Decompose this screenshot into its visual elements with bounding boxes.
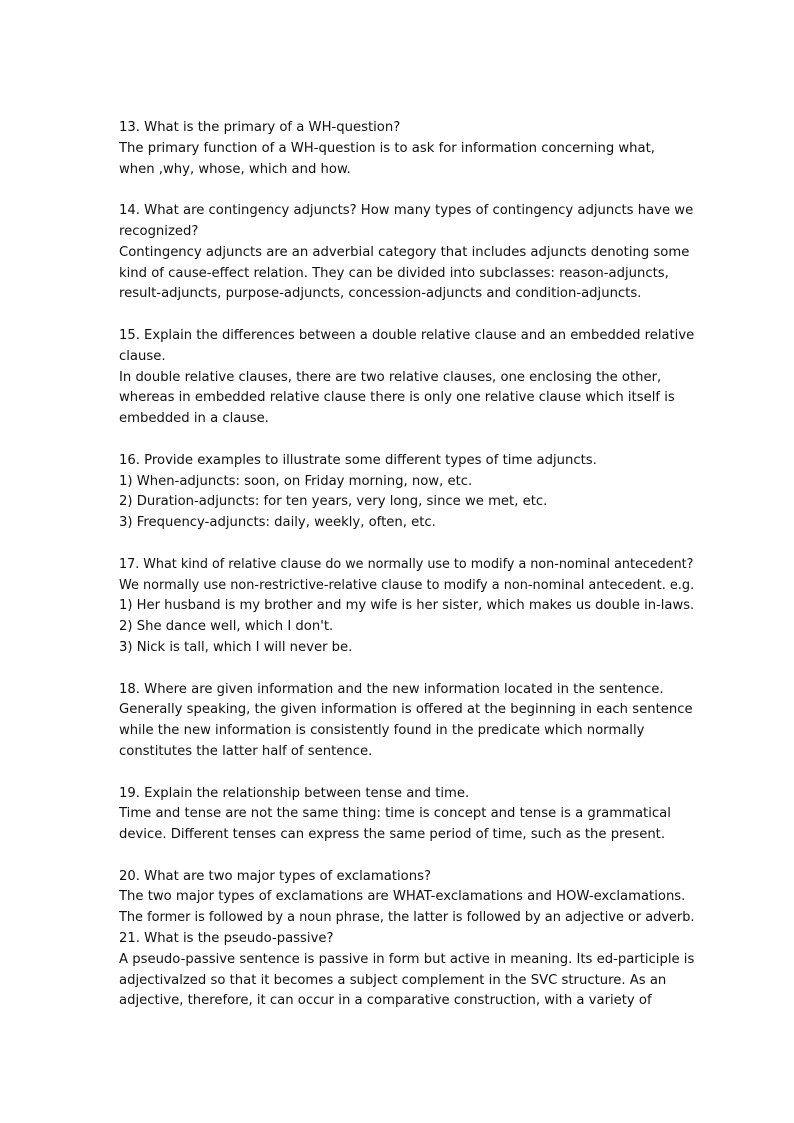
paragraph-gap (119, 534, 694, 555)
section-q14 (119, 201, 694, 305)
example-item: 1) When-adjuncts: soon, on Friday morning, now, etc. (119, 473, 473, 489)
section-q15 (119, 326, 694, 430)
question-19: 19. Explain the relationship between tense and time. (119, 785, 470, 801)
document-page (119, 118, 694, 1012)
answer-line: adjectivalzed so that it becomes a subject complement in the SVC structure. As an (119, 972, 667, 988)
section-q16 (119, 451, 694, 534)
section-q13 (119, 118, 694, 180)
question-14: 14. What are contingency adjuncts? How many types of contingency adjuncts have we (119, 203, 694, 219)
paragraph-gap (119, 180, 694, 201)
paragraph-gap (119, 846, 694, 867)
answer-line: In double relative clauses, there are two relative clauses, one enclosing the other, (119, 369, 662, 385)
answer-line: while the new information is consistently found in the predicate which normally (119, 723, 645, 739)
answer-line: embedded in a clause. (119, 411, 269, 427)
answer-line: Contingency adjuncts are an adverbial category that includes adjuncts denoting some (119, 244, 690, 260)
answer-line: when ,why, whose, which and how. (119, 161, 351, 177)
question-16: 16. Provide examples to illustrate some different types of time adjuncts. (119, 452, 597, 468)
answer-line: We normally use non-restrictive-relative clause to modify a non-nominal antecedent. e.g. (119, 577, 695, 593)
answer-line: result-adjuncts, purpose-adjuncts, concession-adjuncts and condition-adjuncts. (119, 286, 642, 302)
example-item: 2) Duration-adjuncts: for ten years, very long, since we met, etc. (119, 494, 548, 510)
example-item: 2) She dance well, which I don't. (119, 619, 334, 635)
answer-line: whereas in embedded relative clause there is only one relative clause which itself is (119, 390, 675, 406)
paragraph-gap (119, 305, 694, 326)
paragraph-gap (119, 763, 694, 784)
answer-line: A pseudo-passive sentence is passive in form but active in meaning. Its ed-participle is (119, 951, 695, 967)
example-item: 3) Frequency-adjuncts: daily, weekly, often, etc. (119, 515, 436, 531)
answer-line: Time and tense are not the same thing: time is concept and tense is a grammatical (119, 806, 671, 822)
section-q19 (119, 784, 694, 846)
answer-line: adjective, therefore, it can occur in a comparative construction, with a variety of (119, 993, 652, 1009)
section-q20-q21 (119, 867, 694, 1013)
question-18: 18. Where are given information and the new information located in the sentence. (119, 681, 664, 697)
question-20: 20. What are two major types of exclamations? (119, 868, 431, 884)
question-17: 17. What kind of relative clause do we normally use to modify a non-nominal antecedent? (119, 556, 694, 572)
example-item: 3) Nick is tall, which I will never be. (119, 639, 353, 655)
paragraph-gap (119, 430, 694, 451)
question-21: 21. What is the pseudo-passive? (119, 931, 334, 947)
answer-line: constitutes the latter half of sentence. (119, 743, 373, 759)
answer-line: device. Different tenses can express the same period of time, such as the present. (119, 827, 666, 843)
question-15: 15. Explain the differences between a double relative clause and an embedded relative (119, 327, 695, 343)
section-q18 (119, 680, 694, 763)
question-15-cont: clause. (119, 348, 166, 364)
section-q17 (119, 555, 694, 659)
answer-line: kind of cause-effect relation. They can be divided into subclasses: reason-adjuncts, (119, 265, 669, 281)
paragraph-gap (119, 659, 694, 680)
question-13: 13. What is the primary of a WH-question? (119, 120, 401, 135)
question-14-cont: recognized? (119, 223, 199, 239)
answer-line: Generally speaking, the given information is offered at the beginning in each sentence (119, 702, 693, 718)
example-item: 1) Her husband is my brother and my wife is her sister, which makes us double in-laws. (119, 598, 695, 614)
answer-line: The two major types of exclamations are WHAT-exclamations and HOW-exclamations. (119, 889, 686, 905)
answer-line: The former is followed by a noun phrase, the latter is followed by an adjective or adverb. (119, 910, 695, 926)
answer-line: The primary function of a WH-question is to ask for information concerning what, (119, 140, 655, 156)
